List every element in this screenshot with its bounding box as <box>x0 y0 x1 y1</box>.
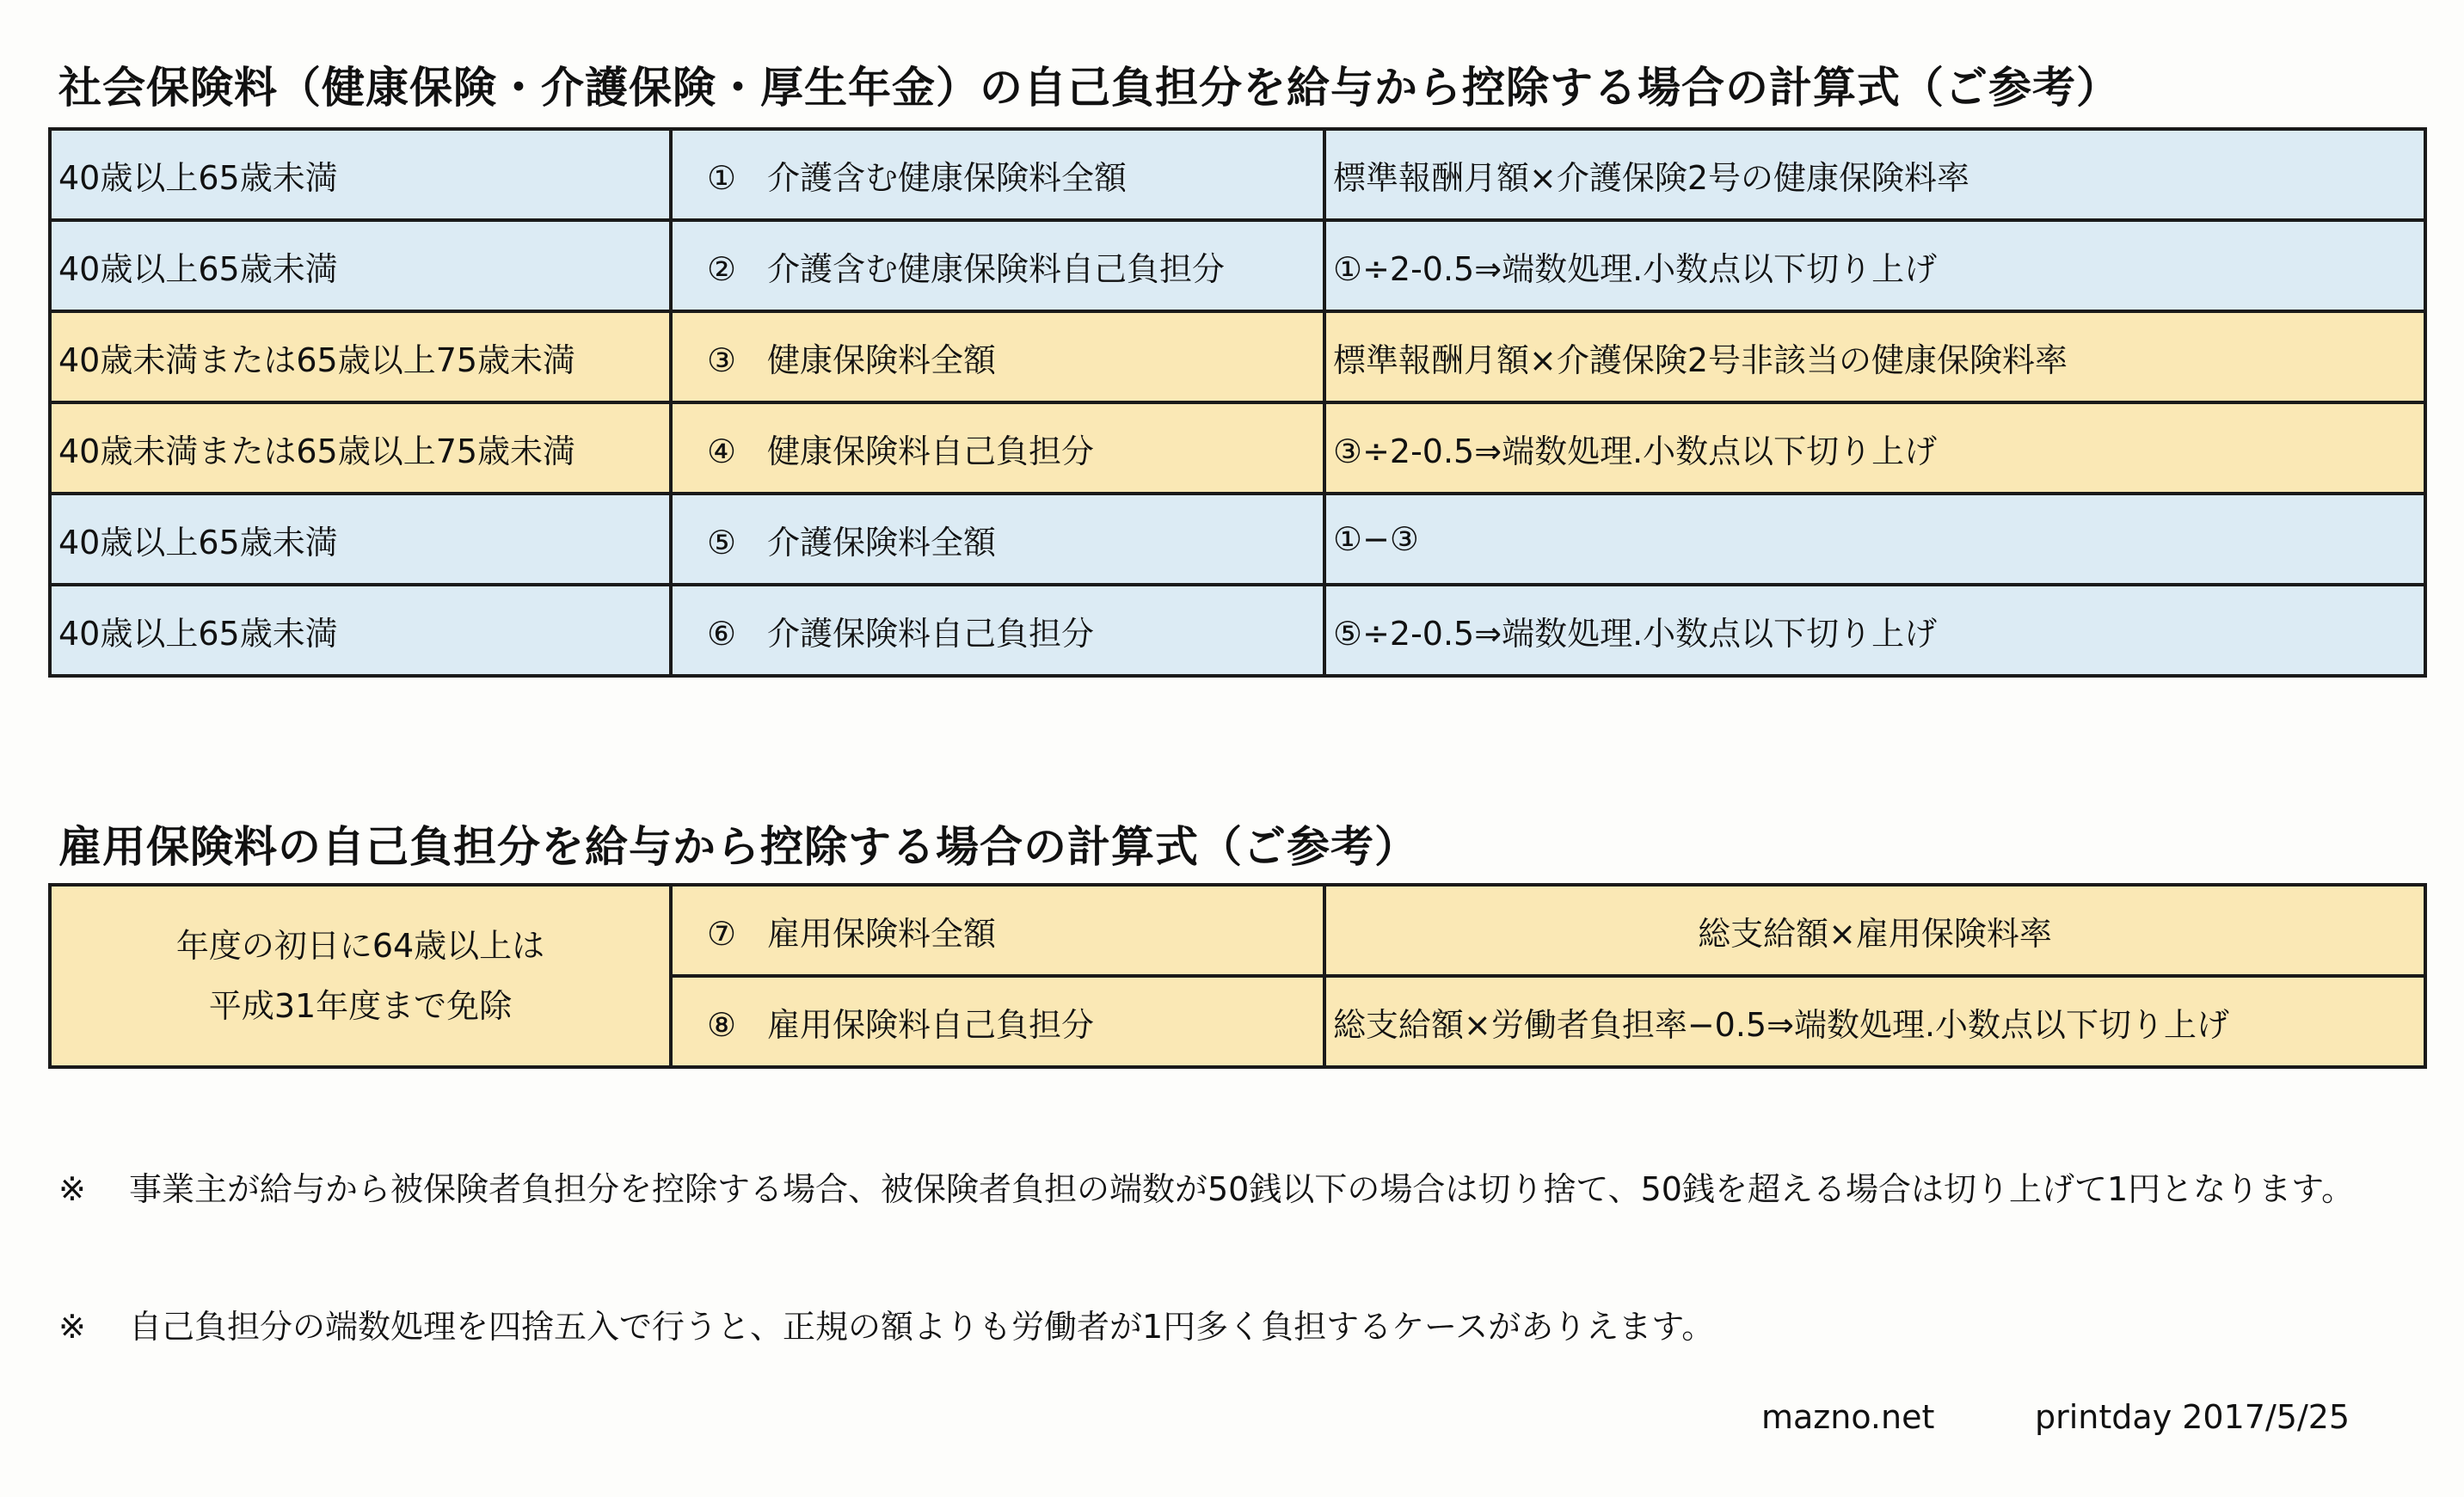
exemption-line1: 年度の初日に64歳以上は <box>175 927 545 965</box>
note-text: 自己負担分の端数処理を四捨五入で行うと、正規の額よりも労働者が1円多く負担するケースがありえます。 <box>129 1308 1715 1346</box>
item-number: ② <box>707 249 737 288</box>
formula-cell: ③÷2-0.5⇒端数処理.小数点以下切り上げ <box>1324 402 2425 494</box>
formula-cell: 総支給額×雇用保険料率 <box>1324 885 2425 976</box>
item-number: ③ <box>707 341 737 379</box>
item-cell <box>671 220 1324 311</box>
item-number: ⑧ <box>707 1005 737 1044</box>
item-cell <box>671 494 1324 585</box>
footer-printday: printday 2017/5/25 <box>2035 1398 2350 1436</box>
table-row <box>50 311 2425 402</box>
age-cell: 40歳以上65歳未満 <box>50 494 671 585</box>
table-row <box>50 885 2425 976</box>
table-row <box>50 220 2425 311</box>
note-text: 事業主が給与から被保険者負担分を控除する場合、被保険者負担の端数が50銭以下の場合は切り捨て、50銭を超える場合は切り上げて1円となります。 <box>129 1170 2355 1208</box>
age-cell: 40歳未満または65歳以上75歳未満 <box>50 402 671 494</box>
formula-cell: 標準報酬月額×介護保険2号非該当の健康保険料率 <box>1324 311 2425 402</box>
section1-title: 社会保険料（健康保険・介護保険・厚生年金）の自己負担分を給与から控除する場合の計算式（ご参考） <box>58 63 2120 113</box>
item-cell <box>671 885 1324 976</box>
item-label: 介護含む健康保険料自己負担分 <box>767 249 1226 288</box>
item-cell <box>671 976 1324 1067</box>
social-insurance-table <box>48 127 2427 678</box>
item-label: 介護保険料全額 <box>767 523 997 561</box>
note-mark: ※ <box>58 1308 86 1346</box>
age-cell: 40歳以上65歳未満 <box>50 220 671 311</box>
item-number: ⑥ <box>707 614 737 653</box>
item-cell <box>671 402 1324 494</box>
employment-insurance-table <box>48 883 2427 1069</box>
formula-cell: ①÷2-0.5⇒端数処理.小数点以下切り上げ <box>1324 220 2425 311</box>
table-row <box>50 494 2425 585</box>
note-2 <box>58 1298 2399 1355</box>
footer-site: mazno.net <box>1761 1398 1935 1436</box>
item-cell <box>671 129 1324 220</box>
age-cell: 40歳以上65歳未満 <box>50 585 671 676</box>
item-label: 介護含む健康保険料全額 <box>767 158 1128 197</box>
item-number: ⑤ <box>707 523 737 561</box>
formula-cell: 標準報酬月額×介護保険2号の健康保険料率 <box>1324 129 2425 220</box>
item-label: 雇用保険料自己負担分 <box>767 1005 1095 1044</box>
formula-cell: ⑤÷2-0.5⇒端数処理.小数点以下切り上げ <box>1324 585 2425 676</box>
age-cell: 40歳未満または65歳以上75歳未満 <box>50 311 671 402</box>
item-number: ① <box>707 158 737 197</box>
exemption-line2: 平成31年度まで免除 <box>208 987 513 1025</box>
age-cell: 40歳以上65歳未満 <box>50 129 671 220</box>
item-label: 介護保険料自己負担分 <box>767 614 1095 653</box>
item-cell <box>671 585 1324 676</box>
note-1 <box>58 1161 2399 1218</box>
item-number: ④ <box>707 432 737 470</box>
table-row <box>50 585 2425 676</box>
item-label: 健康保険料全額 <box>767 341 997 379</box>
table-row <box>50 129 2425 220</box>
note-mark: ※ <box>58 1170 86 1208</box>
item-number: ⑦ <box>707 914 737 953</box>
item-label: 雇用保険料全額 <box>767 914 997 953</box>
item-cell <box>671 311 1324 402</box>
table-row <box>50 402 2425 494</box>
exemption-cell <box>50 885 671 1067</box>
formula-cell: ①−③ <box>1324 494 2425 585</box>
item-label: 健康保険料自己負担分 <box>767 432 1095 470</box>
formula-cell: 総支給額×労働者負担率−0.5⇒端数処理.小数点以下切り上げ <box>1324 976 2425 1067</box>
section2-title: 雇用保険料の自己負担分を給与から控除する場合の計算式（ご参考） <box>58 822 1418 872</box>
